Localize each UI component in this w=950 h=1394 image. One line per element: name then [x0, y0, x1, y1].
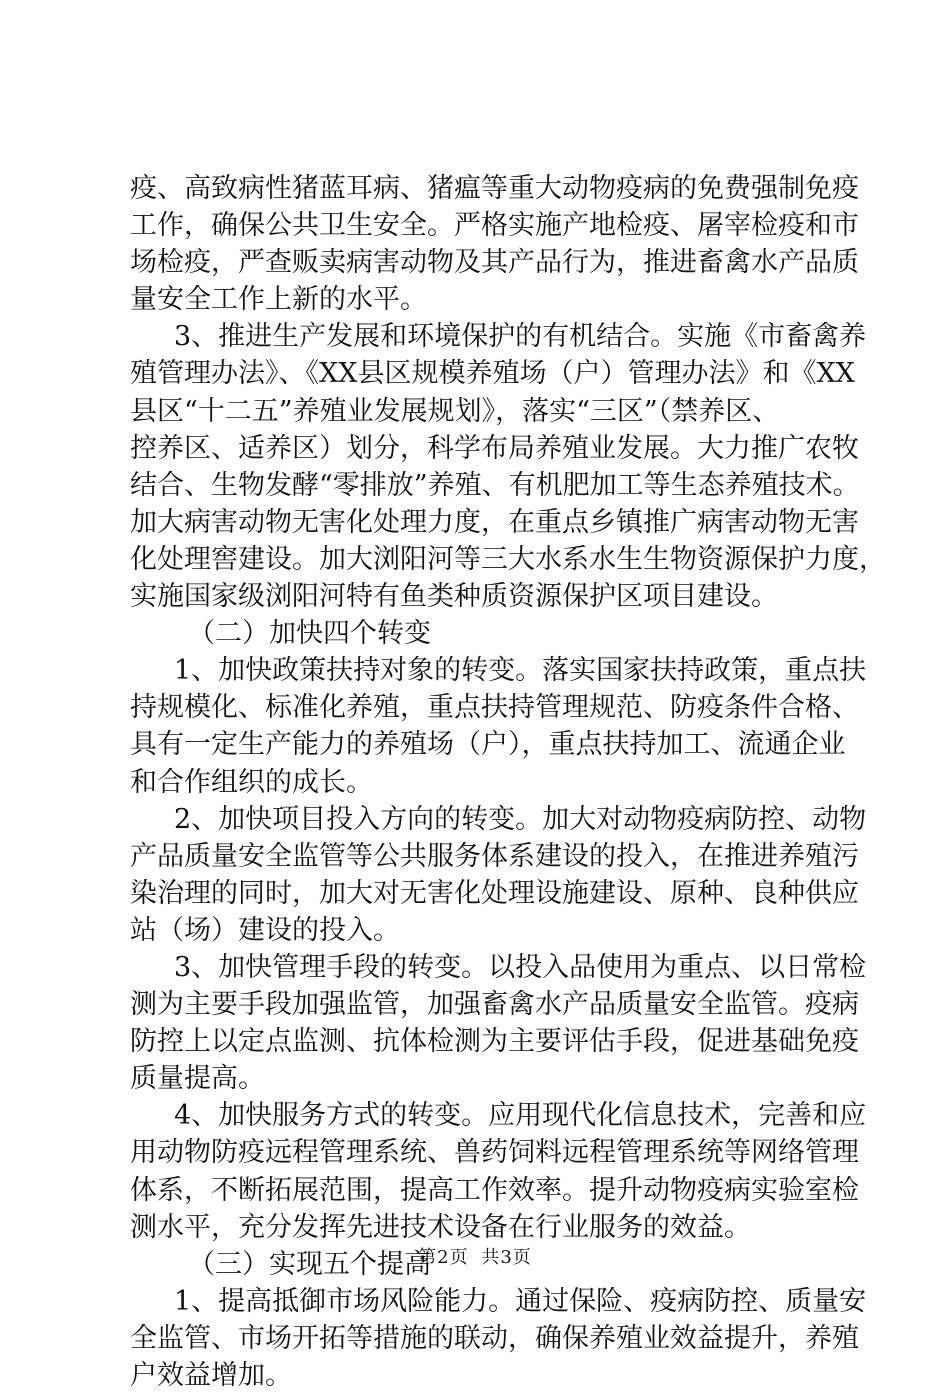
text-line: 户效益增加。 — [130, 1360, 292, 1391]
text-line: 测为主要手段加强监管，加强畜禽水产品质量安全监管。疫病 — [130, 989, 859, 1021]
text-line: 站（场）建设的投入。 — [130, 914, 400, 946]
section-heading: （二）加快四个转变 — [188, 618, 431, 650]
text-line: 县区“十二五”养殖业发展规划》，落实“三区”（禁养区、 — [130, 395, 780, 427]
text-line: 持规模化、标准化养殖，重点扶持管理规范、防疫条件合格、 — [130, 692, 859, 724]
text-line: 3、加快管理手段的转变。以投入品使用为重点、以日常检 — [174, 951, 867, 983]
text-line: 控养区、适养区）划分，科学布局养殖业发展。大力推广农牧 — [130, 432, 859, 464]
text-line: 3、推进生产发展和环境保护的有机结合。实施《市畜禽养 — [174, 321, 867, 353]
text-line: 4、加快服务方式的转变。应用现代化信息技术，完善和应 — [174, 1100, 867, 1132]
text-line: 疫、高致病性猪蓝耳病、猪瘟等重大动物疫病的免费强制免疫 — [130, 173, 859, 204]
text-line: 1、加快政策扶持对象的转变。落实国家扶持政策，重点扶 — [174, 655, 867, 687]
document-body — [130, 170, 886, 1394]
page-number: 第2页 — [418, 1247, 469, 1268]
text-line: 测水平，充分发挥先进技术设备在行业服务的效益。 — [130, 1211, 751, 1243]
text-line: 场检疫，严查贩卖病害动物及其产品行为，推进畜禽水产品质 — [130, 247, 859, 279]
text-line: 工作，确保公共卫生安全。严格实施产地检疫、屠宰检疫和市 — [130, 210, 859, 242]
page-total: 共3页 — [481, 1247, 532, 1268]
section-heading: （三）实现五个提高 — [188, 1248, 431, 1280]
text-line: 产品质量安全监管等公共服务体系建设的投入，在推进养殖污 — [130, 840, 859, 872]
text-line: 实施国家级浏阳河特有鱼类种质资源保护区项目建设。 — [130, 581, 778, 613]
text-line: 具有一定生产能力的养殖场（户），重点扶持加工、流通企业 — [130, 729, 846, 761]
text-line: 体系，不断拓展范围，提高工作效率。提升动物疫病实验室检 — [130, 1174, 859, 1206]
text-line: 量安全工作上新的水平。 — [130, 284, 427, 316]
text-line: 染治理的同时，加大对无害化处理设施建设、原种、良种供应 — [130, 877, 859, 909]
page-footer — [0, 1243, 950, 1269]
text-line: 加大病害动物无害化处理力度，在重点乡镇推广病害动物无害 — [130, 506, 859, 538]
text-line: 全监管、市场开拓等措施的联动，确保养殖业效益提升，养殖 — [130, 1322, 859, 1354]
text-line: 用动物防疫远程管理系统、兽药饲料远程管理系统等网络管理 — [130, 1137, 859, 1169]
text-line: 防控上以定点监测、抗体检测为主要评估手段，促进基础免疫 — [130, 1026, 859, 1058]
text-line: 殖管理办法》、《XX县区规模养殖场（户）管理办法》和《XX — [130, 358, 855, 390]
text-line: 2、加快项目投入方向的转变。加大对动物疫病防控、动物 — [174, 803, 867, 835]
text-line: 质量提高。 — [130, 1063, 265, 1095]
text-line: 1、提高抵御市场风险能力。通过保险、疫病防控、质量安 — [174, 1285, 867, 1317]
text-line: 化处理窖建设。加大浏阳河等三大水系水生生物资源保护力度， — [130, 543, 886, 575]
text-line: 和合作组织的成长。 — [130, 766, 373, 798]
text-line: 结合、生物发酵“零排放”养殖、有机肥加工等生态养殖技术。 — [130, 469, 860, 501]
